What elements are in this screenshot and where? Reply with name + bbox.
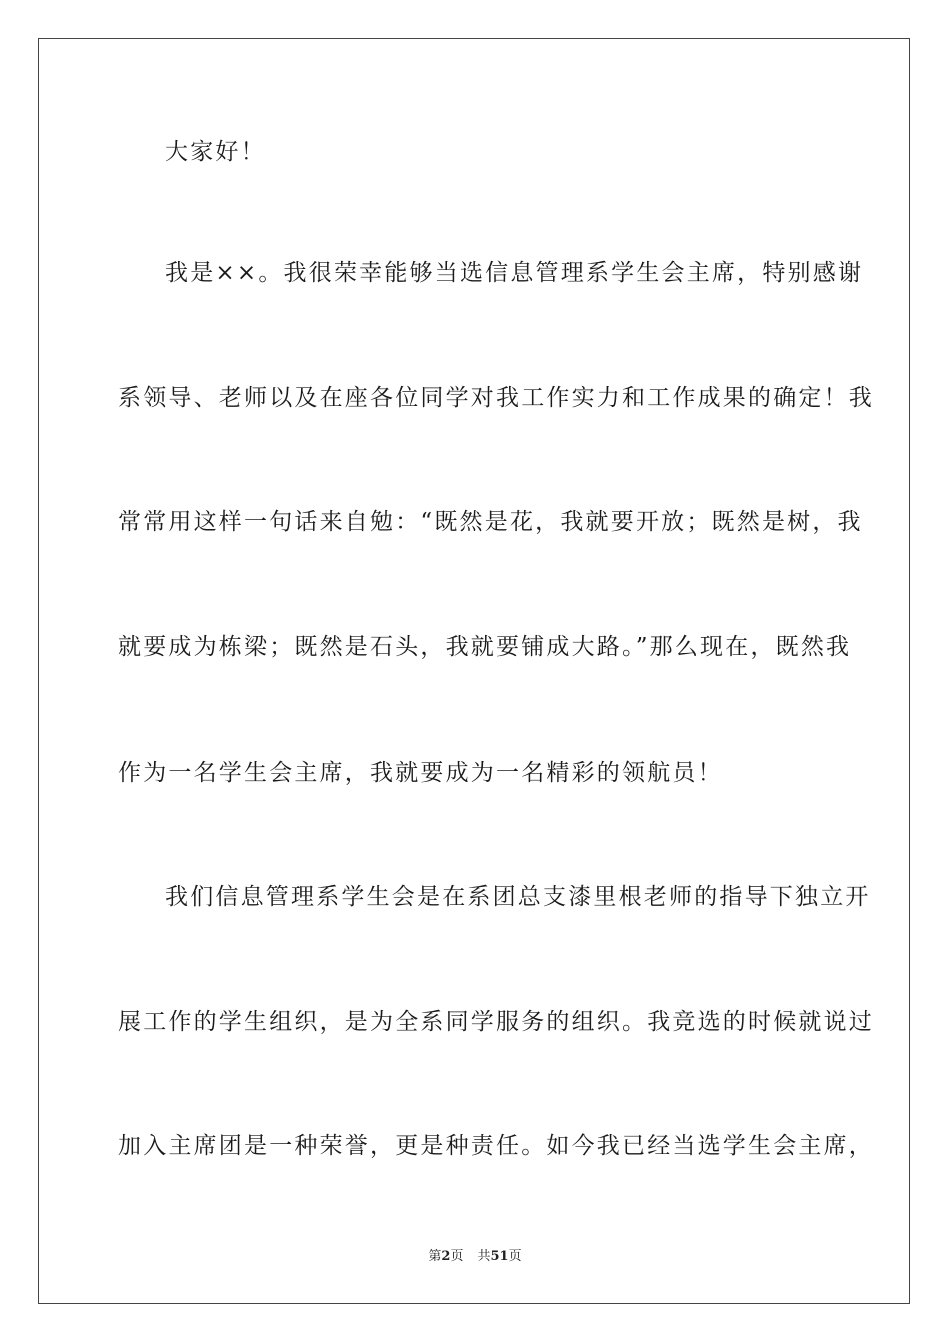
text-line: 系领导、老师以及在座各位同学对我工作实力和工作成果的确定！我 xyxy=(118,385,874,411)
total-prefix: 共 xyxy=(477,1249,491,1264)
text-line-greeting: 大家好！ xyxy=(165,139,266,165)
text-line: 我们信息管理系学生会是在系团总支漆里根老师的指导下独立开 xyxy=(165,884,871,910)
total-suffix: 页 xyxy=(508,1249,522,1264)
page-prefix: 第 xyxy=(428,1249,442,1264)
text-line: 就要成为栋梁；既然是石头，我就要铺成大路。”那么现在，既然我 xyxy=(118,634,852,660)
text-line: 展工作的学生组织，是为全系同学服务的组织。我竞选的时候就说过 xyxy=(118,1009,874,1035)
text-line: 我是××。我很荣幸能够当选信息管理系学生会主席，特别感谢 xyxy=(165,260,864,286)
total-pages: 51 xyxy=(490,1249,509,1264)
page-suffix: 页 xyxy=(450,1249,464,1264)
text-line: 作为一名学生会主席，我就要成为一名精彩的领航员！ xyxy=(118,760,723,786)
page-frame xyxy=(38,38,910,1304)
text-line: 加入主席团是一种荣誉，更是种责任。如今我已经当选学生会主席， xyxy=(118,1133,874,1159)
page-number: 2 xyxy=(441,1249,451,1264)
page-footer xyxy=(0,1247,950,1267)
text-line: 常常用这样一句话来自勉：“既然是花，我就要开放；既然是树，我 xyxy=(118,509,863,535)
